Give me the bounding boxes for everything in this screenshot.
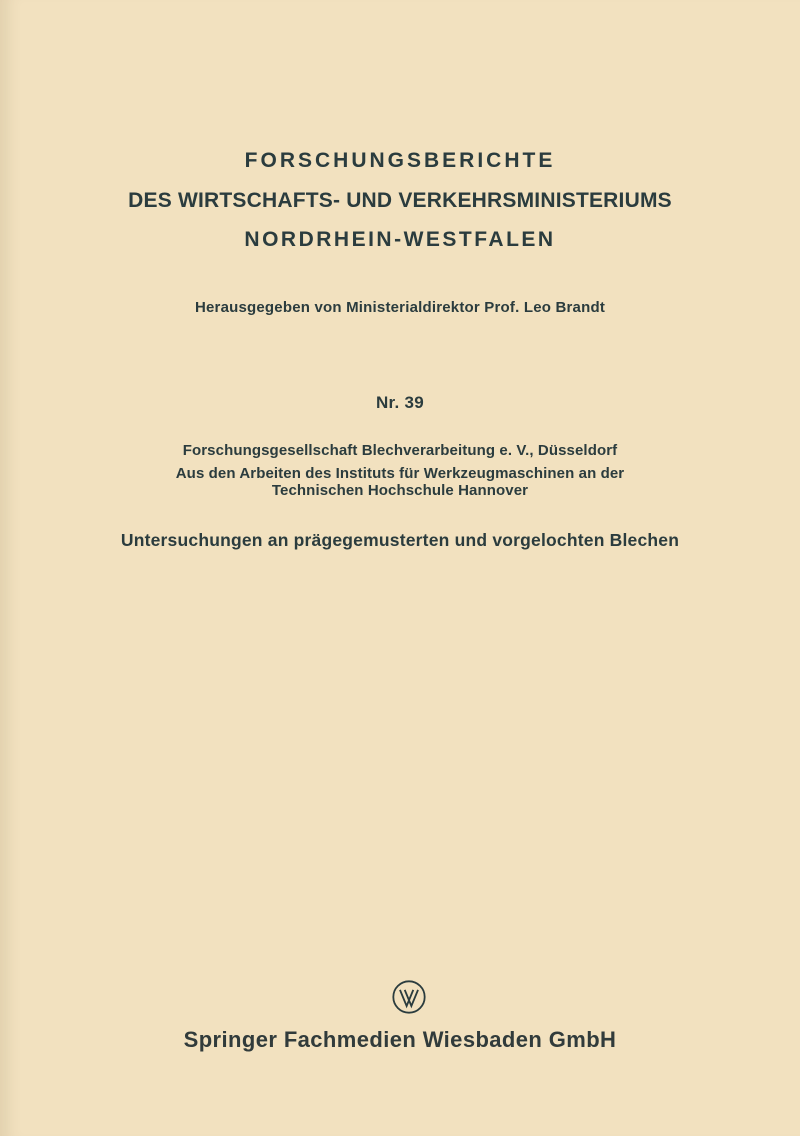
institute-line-1: Forschungsgesellschaft Blechverarbeitung e. V., Düsseldorf [182, 442, 618, 459]
series-title-line-3: NORDRHEIN-WESTFALEN [244, 228, 556, 251]
vieweg-w-monogram-icon [390, 978, 428, 1016]
publisher-name: Springer Fachmedien Wiesbaden GmbH [183, 1027, 617, 1052]
series-title-line-2: DES WIRTSCHAFTS- UND VERKEHRSMINISTERIUMS [128, 189, 672, 212]
institute-line-3: Technischen Hochschule Hannover [271, 482, 529, 499]
series-title-line-1: FORSCHUNGSBERICHTE [244, 149, 556, 172]
issue-number: Nr. 39 [375, 393, 425, 412]
work-title: Untersuchungen an prägegemusterten und vorgelochten Blechen [120, 530, 680, 550]
editor-line: Herausgegeben von Ministerialdirektor Prof. Leo Brandt [194, 299, 606, 316]
institute-line-2: Aus den Arbeiten des Instituts für Werkzeugmaschinen an der [175, 465, 625, 482]
